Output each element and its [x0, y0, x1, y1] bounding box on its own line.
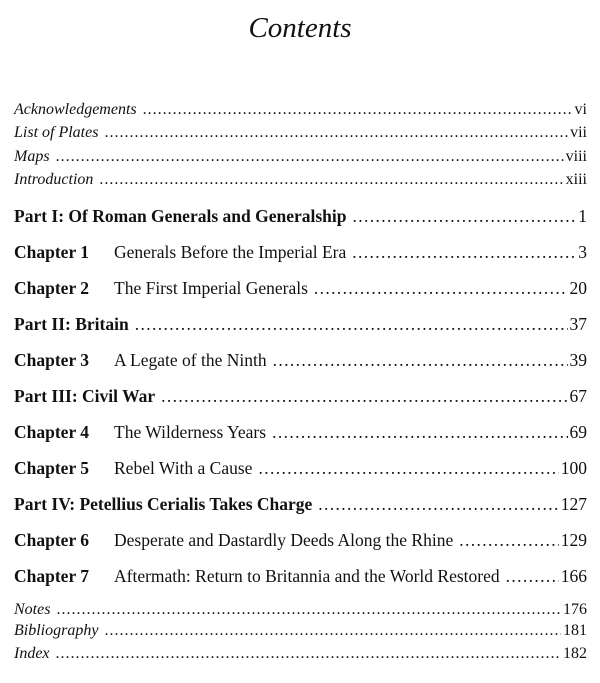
dot-leader	[258, 458, 558, 479]
toc-entry-page: 69	[569, 422, 587, 442]
toc-chapter-7	[14, 566, 587, 587]
toc-part-label: Part IV: Petellius Cerialis Takes Charge	[14, 494, 313, 514]
toc-entry-list-of-plates	[14, 124, 587, 142]
toc-chapter-number: Chapter 7	[14, 566, 90, 586]
toc-entry-label: List of Plates	[14, 124, 99, 141]
toc-entry-page: 182	[563, 645, 587, 662]
toc-entry-page: 39	[569, 350, 587, 370]
dot-leader	[273, 350, 568, 371]
toc-entry-index	[14, 645, 587, 663]
toc-chapter-number: Chapter 6	[14, 530, 90, 550]
dot-leader	[56, 601, 561, 619]
dot-leader	[56, 645, 561, 663]
toc-entry-acknowledgements	[14, 101, 587, 119]
toc-part-label: Part III: Civil War	[14, 386, 156, 406]
page-title: Contents	[248, 12, 352, 44]
toc-chapter-title: A Legate of the Ninth	[114, 350, 267, 370]
toc-entry-page: 129	[560, 530, 587, 550]
toc-chapter-number: Chapter 2	[14, 278, 90, 298]
toc-entry-page: xiii	[565, 171, 587, 188]
toc-chapter-title: The First Imperial Generals	[114, 278, 308, 298]
toc-chapter-1	[14, 242, 587, 263]
toc-part-1	[14, 206, 587, 227]
toc-entry-bibliography	[14, 622, 587, 640]
toc-chapter-number: Chapter 4	[14, 422, 90, 442]
dot-leader	[143, 101, 573, 119]
toc-entry-label: Index	[14, 645, 50, 662]
toc-chapter-title: The Wilderness Years	[114, 422, 267, 442]
toc-entry-page: vi	[574, 101, 587, 118]
toc-entry-page: 67	[569, 386, 587, 406]
dot-leader	[161, 386, 567, 407]
toc-entry-page: 166	[560, 566, 587, 586]
toc-entry-label: Bibliography	[14, 622, 99, 639]
dot-leader	[459, 530, 559, 551]
toc-entry-page: 3	[578, 242, 587, 262]
dot-leader	[135, 314, 568, 335]
toc-entry-page: 181	[563, 622, 587, 639]
dot-leader	[104, 124, 568, 142]
toc-chapter-number: Chapter 1	[14, 242, 90, 262]
toc-entry-label: Maps	[14, 148, 50, 165]
dot-leader	[314, 278, 568, 299]
toc-chapter-4	[14, 422, 587, 443]
dot-leader	[318, 494, 558, 515]
toc-part-label: Part I: Of Roman Generals and Generalship	[14, 206, 347, 226]
toc-entry-label: Introduction	[14, 171, 94, 188]
dot-leader	[352, 242, 576, 263]
dot-leader	[104, 622, 561, 640]
toc-part-2	[14, 314, 587, 335]
toc-chapter-6	[14, 530, 587, 551]
toc-entry-page: 1	[578, 206, 587, 226]
toc-part-label: Part II: Britain	[14, 314, 129, 334]
toc-entry-label: Notes	[14, 601, 51, 618]
toc-entry-page: 20	[569, 278, 587, 298]
toc-entry-page: 100	[560, 458, 587, 478]
toc-entry-page: 176	[563, 601, 587, 618]
toc-part-4	[14, 494, 587, 515]
toc-chapter-number: Chapter 3	[14, 350, 90, 370]
toc-entry-label: Acknowledgements	[14, 101, 137, 118]
toc-chapter-title: Desperate and Dastardly Deeds Along the Rhine	[114, 530, 454, 550]
dot-leader	[56, 148, 564, 166]
toc-entry-page: 127	[560, 494, 587, 514]
dot-leader	[99, 171, 563, 189]
dot-leader	[353, 206, 577, 227]
toc-chapter-title: Generals Before the Imperial Era	[114, 242, 347, 262]
toc-chapter-number: Chapter 5	[14, 458, 90, 478]
toc-chapter-2	[14, 278, 587, 299]
toc-chapter-5	[14, 458, 587, 479]
toc-entry-page: 37	[569, 314, 587, 334]
toc-chapter-title: Rebel With a Cause	[114, 458, 253, 478]
toc-entry-maps	[14, 148, 587, 166]
toc-entry-notes	[14, 601, 587, 619]
toc-entry-page: vii	[570, 124, 587, 141]
toc-entry-page: viii	[565, 148, 587, 165]
dot-leader	[272, 422, 567, 443]
toc-chapter-3	[14, 350, 587, 371]
toc-chapter-title: Aftermath: Return to Britannia and the World Restored	[114, 566, 500, 586]
toc-part-3	[14, 386, 587, 407]
toc-entry-introduction	[14, 171, 587, 189]
dot-leader	[506, 566, 559, 587]
